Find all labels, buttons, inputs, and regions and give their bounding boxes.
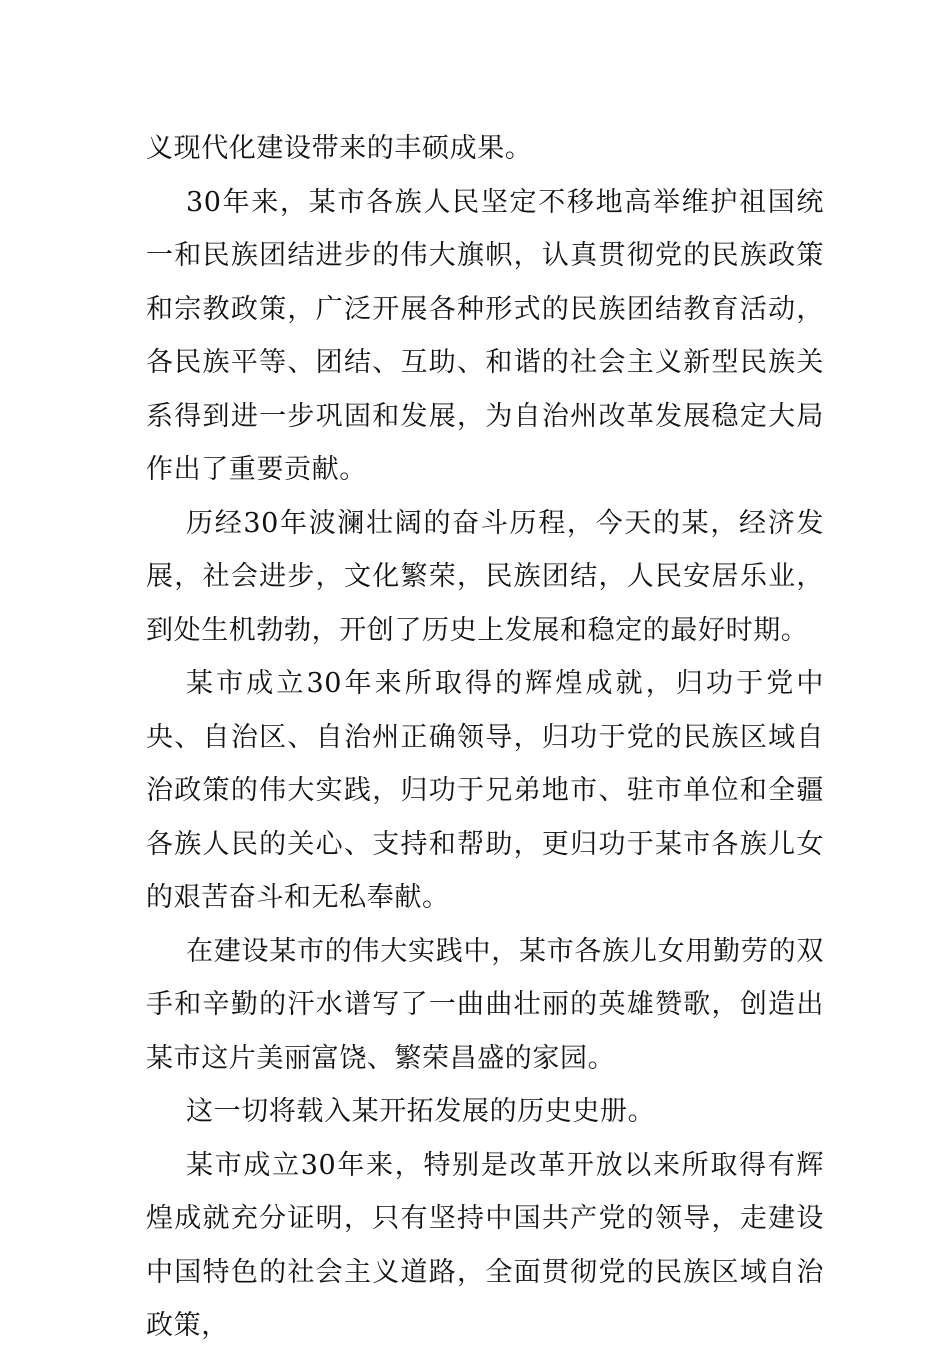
paragraph-2: 30年来，某市各族人民坚定不移地高举维护祖国统一和民族团结进步的伟大旗帜，认真贯彻党的民族政策和宗教政策，广泛开展各种形式的民族团结教育活动，各民族平等、团结、互助、和谐的社会主义新型民族关系得到进一步巩固和发展，为自治州改革发展稳定大局作出了重要贡献。 — [146, 186, 824, 485]
paragraph-4: 某市成立30年来所取得的辉煌成就，归功于党中央、自治区、自治州正确领导，归功于党的民族区域自治政策的伟大实践，归功于兄弟地市、驻市单位和全疆各族人民的关心、支持和帮助，更归功于某市各族儿女的艰苦奋斗和无私奉献。 — [146, 668, 824, 913]
document-body — [146, 122, 824, 1353]
paragraph-1: 义现代化建设带来的丰硕成果。 — [146, 133, 533, 164]
paragraph-6: 这一切将载入某开拓发展的历史史册。 — [186, 1096, 656, 1127]
paragraph-3: 历经30年波澜壮阔的奋斗历程，今天的某，经济发展，社会进步，文化繁荣，民族团结，人民安居乐业，到处生机勃勃，开创了历史上发展和稳定的最好时期。 — [146, 507, 824, 646]
paragraph-7: 某市成立30年来，特别是改革开放以来所取得有辉煌成就充分证明，只有坚持中国共产党的领导，走建设中国特色的社会主义道路，全面贯彻党的民族区域自治政策， — [146, 1149, 824, 1341]
paragraph-5: 在建设某市的伟大实践中，某市各族儿女用勤劳的双手和辛勤的汗水谱写了一曲曲壮丽的英雄赞歌，创造出某市这片美丽富饶、繁荣昌盛的家园。 — [146, 935, 824, 1074]
